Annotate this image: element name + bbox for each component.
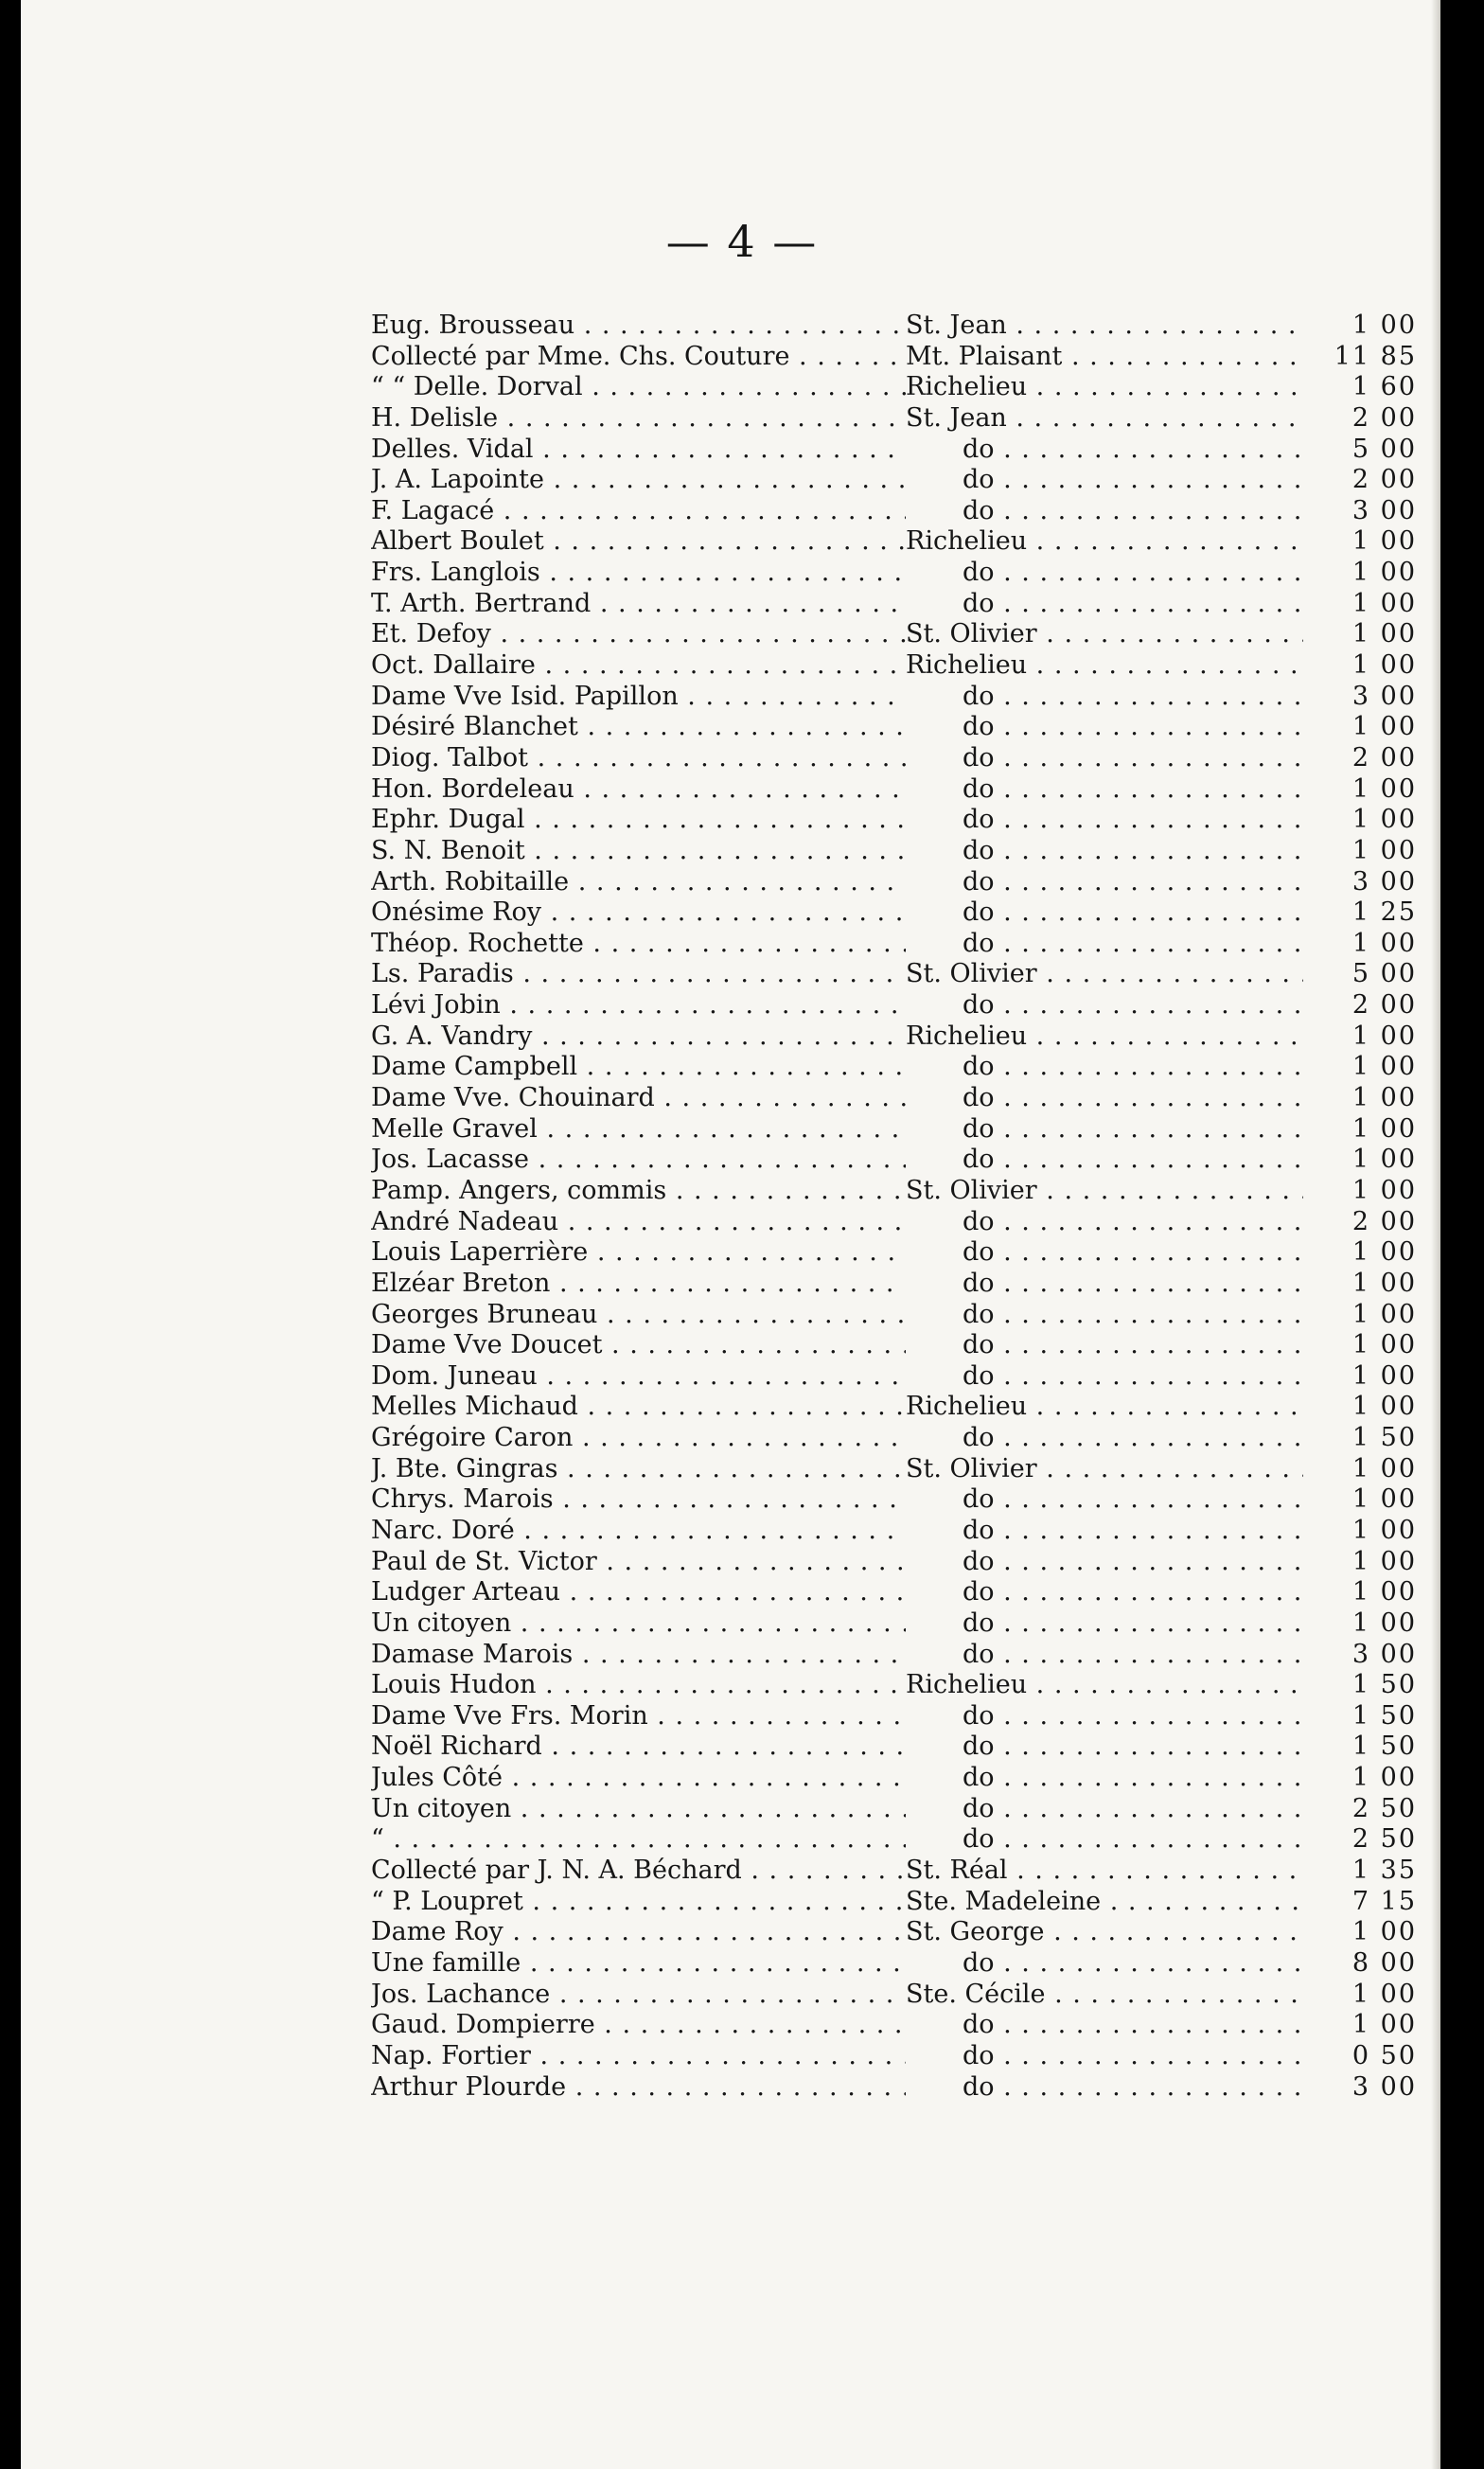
donation-amount: 1 00	[1352, 1052, 1417, 1082]
donor-parish: do . . .	[906, 1516, 1303, 1546]
list-item	[371, 650, 1450, 682]
donation-amount: 1 00	[1352, 928, 1417, 958]
donor-name: Dame Vve Frs. Morin . . .	[371, 1701, 906, 1732]
list-item	[371, 1917, 1450, 1948]
donor-parish: Richelieu . . .	[906, 1021, 1303, 1052]
donor-parish: Ste. Cécile . . .	[906, 1980, 1303, 2010]
donor-parish: do . . .	[906, 1330, 1303, 1360]
list-item	[371, 589, 1450, 620]
donor-parish: do . . .	[906, 743, 1303, 773]
donor-name: Eug. Brousseau . . .	[371, 311, 906, 341]
list-item	[371, 403, 1450, 435]
donation-amount: 11 85	[1334, 341, 1417, 371]
donation-amount: 1 00	[1352, 1577, 1417, 1608]
donor-name: Melles Michaud . . .	[371, 1392, 906, 1422]
donor-name: Delles. Vidal . . .	[371, 435, 906, 465]
donor-name: S. N. Benoit . . .	[371, 836, 906, 866]
list-item	[371, 1577, 1450, 1608]
donor-parish: do . . .	[906, 558, 1303, 588]
donor-name: Ludger Arteau . . .	[371, 1577, 906, 1608]
donor-parish: do . . .	[906, 1207, 1303, 1237]
donor-parish: do . . .	[906, 1547, 1303, 1577]
list-item	[371, 435, 1450, 466]
list-item	[371, 1361, 1450, 1393]
donor-name: Dame Vve. Chouinard . . .	[371, 1083, 906, 1113]
donor-name: “ . . .	[371, 1824, 906, 1855]
donor-name: Louis Hudon . . .	[371, 1670, 906, 1700]
donor-name: Arth. Robitaille . . .	[371, 867, 906, 897]
donor-name: Nap. Fortier . . .	[371, 2041, 906, 2071]
donor-name: J. A. Lapointe . . .	[371, 465, 906, 495]
donation-amount: 1 00	[1352, 1453, 1417, 1483]
donor-name: Grégoire Caron . . .	[371, 1423, 906, 1453]
donor-parish: do . . .	[906, 1484, 1303, 1515]
list-item	[371, 1237, 1450, 1269]
donation-amount: 1 00	[1352, 1917, 1417, 1947]
donation-amount: 0 50	[1352, 2040, 1417, 2070]
list-item	[371, 897, 1450, 929]
list-item	[371, 496, 1450, 527]
list-item	[371, 1763, 1450, 1794]
list-item	[371, 1114, 1450, 1146]
list-item	[371, 1794, 1450, 1825]
donor-parish: do . . .	[906, 1640, 1303, 1670]
list-item	[371, 1300, 1450, 1331]
donor-parish: do . . .	[906, 1794, 1303, 1824]
donor-name: Albert Boulet . . .	[371, 526, 906, 557]
list-item	[371, 959, 1450, 990]
donation-amount: 1 00	[1352, 1145, 1417, 1175]
donor-name: “ “ Delle. Dorval . . .	[371, 372, 906, 402]
donor-name: Dame Vve Isid. Papillon . . .	[371, 682, 906, 712]
page-number: — 4 —	[665, 216, 819, 267]
donation-amount: 1 00	[1352, 1299, 1417, 1329]
list-item	[371, 2010, 1450, 2041]
list-item	[371, 1670, 1450, 1701]
donor-name: Théop. Rochette . . .	[371, 929, 906, 959]
donation-amount: 1 00	[1352, 1979, 1417, 2009]
donation-listing	[371, 311, 1450, 2103]
donation-amount: 2 50	[1352, 1824, 1417, 1855]
donor-name: H. Delisle . . .	[371, 403, 906, 434]
donation-amount: 1 00	[1352, 2010, 1417, 2040]
donation-amount: 7 15	[1352, 1886, 1417, 1916]
donor-parish: Richelieu . . .	[906, 650, 1303, 681]
donor-parish: do . . .	[906, 496, 1303, 526]
donation-amount: 1 00	[1352, 1484, 1417, 1515]
donation-amount: 1 00	[1352, 1175, 1417, 1205]
donor-parish: Richelieu . . .	[906, 1392, 1303, 1422]
donor-name: André Nadeau . . .	[371, 1207, 906, 1237]
donor-name: Chrys. Marois . . .	[371, 1484, 906, 1515]
list-item	[371, 1176, 1450, 1207]
donor-name: Melle Gravel . . .	[371, 1114, 906, 1145]
list-item	[371, 1021, 1450, 1053]
donor-parish: do . . .	[906, 929, 1303, 959]
donor-parish: St. Olivier . . .	[906, 959, 1303, 989]
donor-parish: do . . .	[906, 682, 1303, 712]
donation-amount: 2 00	[1352, 402, 1417, 433]
donor-parish: do . . .	[906, 805, 1303, 835]
donor-name: F. Lagacé . . .	[371, 496, 906, 526]
donor-parish: do . . .	[906, 1577, 1303, 1608]
list-item	[371, 372, 1450, 403]
list-item	[371, 1887, 1450, 1918]
donor-parish: St. George . . .	[906, 1917, 1303, 1947]
donation-amount: 2 00	[1352, 742, 1417, 773]
donation-amount: 3 00	[1352, 866, 1417, 897]
donor-parish: Richelieu . . .	[906, 1670, 1303, 1700]
donor-name: Collecté par J. N. A. Béchard . . .	[371, 1856, 906, 1886]
list-item	[371, 1948, 1450, 1980]
list-item	[371, 1052, 1450, 1083]
donor-parish: do . . .	[906, 867, 1303, 897]
list-item	[371, 682, 1450, 713]
donation-amount: 3 00	[1352, 681, 1417, 711]
donor-parish: Mt. Plaisant . . .	[906, 342, 1303, 372]
donor-name: Georges Bruneau . . .	[371, 1300, 906, 1330]
list-item	[371, 558, 1450, 589]
list-item	[371, 526, 1450, 558]
list-item	[371, 465, 1450, 496]
list-item	[371, 867, 1450, 898]
donation-amount: 5 00	[1352, 959, 1417, 989]
donation-amount: 3 00	[1352, 2071, 1417, 2102]
donation-amount: 8 00	[1352, 1947, 1417, 1978]
donor-name: J. Bte. Gingras . . .	[371, 1454, 906, 1484]
donation-amount: 2 50	[1352, 1793, 1417, 1823]
donor-name: Un citoyen . . .	[371, 1794, 906, 1824]
donation-amount: 1 50	[1352, 1732, 1417, 1762]
list-item	[371, 712, 1450, 743]
list-item	[371, 1608, 1450, 1640]
donor-name: Une famille . . .	[371, 1948, 906, 1979]
donation-amount: 2 00	[1352, 465, 1417, 495]
donation-amount: 1 00	[1352, 1763, 1417, 1793]
list-item	[371, 311, 1450, 342]
donation-amount: 1 00	[1352, 311, 1417, 340]
list-item	[371, 1269, 1450, 1300]
list-item	[371, 619, 1450, 650]
donation-amount: 3 00	[1352, 1639, 1417, 1669]
donation-amount: 3 00	[1352, 495, 1417, 525]
list-item	[371, 1732, 1450, 1763]
donor-name: Hon. Bordeleau . . .	[371, 774, 906, 805]
donation-amount: 1 00	[1352, 619, 1417, 649]
donor-parish: do . . .	[906, 1361, 1303, 1392]
donor-parish: do . . .	[906, 465, 1303, 495]
donor-parish: do . . .	[906, 589, 1303, 619]
list-item	[371, 929, 1450, 960]
donation-amount: 1 00	[1352, 650, 1417, 681]
donor-parish: do . . .	[906, 990, 1303, 1021]
donor-parish: do . . .	[906, 1145, 1303, 1175]
donor-name: Un citoyen . . .	[371, 1608, 906, 1639]
donor-parish: do . . .	[906, 774, 1303, 805]
donor-parish: do . . .	[906, 1608, 1303, 1639]
donor-name: Arthur Plourde . . .	[371, 2072, 906, 2103]
donor-name: Elzéar Breton . . .	[371, 1269, 906, 1299]
donation-amount: 1 00	[1352, 526, 1417, 557]
donor-parish: St. Olivier . . .	[906, 619, 1303, 649]
donation-amount: 1 00	[1352, 1546, 1417, 1576]
donor-name: Gaud. Dompierre . . .	[371, 2010, 906, 2040]
donor-name: T. Arth. Bertrand . . .	[371, 589, 906, 619]
list-item	[371, 1484, 1450, 1516]
donor-parish: do . . .	[906, 1824, 1303, 1855]
donor-name: Ls. Paradis . . .	[371, 959, 906, 989]
donor-parish: do . . .	[906, 1083, 1303, 1113]
list-item	[371, 1330, 1450, 1361]
list-item	[371, 1423, 1450, 1454]
list-item	[371, 2041, 1450, 2072]
donation-amount: 5 00	[1352, 434, 1417, 464]
donor-parish: St. Jean . . .	[906, 311, 1303, 341]
donation-amount: 1 00	[1352, 1083, 1417, 1113]
donation-amount: 2 00	[1352, 990, 1417, 1021]
donor-name: “ P. Loupret . . .	[371, 1887, 906, 1917]
donor-name: Oct. Dallaire . . .	[371, 650, 906, 681]
list-item	[371, 2072, 1450, 2104]
donor-name: Jos. Lacasse . . .	[371, 1145, 906, 1175]
donation-amount: 1 00	[1352, 558, 1417, 588]
donor-name: Damase Marois . . .	[371, 1640, 906, 1670]
donation-amount: 1 00	[1352, 1113, 1417, 1144]
list-item	[371, 1547, 1450, 1578]
donor-name: Paul de St. Victor . . .	[371, 1547, 906, 1577]
list-item	[371, 1145, 1450, 1176]
list-item	[371, 1083, 1450, 1114]
list-item	[371, 1701, 1450, 1732]
list-item	[371, 1824, 1450, 1856]
donor-parish: Richelieu . . .	[906, 526, 1303, 557]
donor-name: Dame Roy . . .	[371, 1917, 906, 1947]
donor-name: Jos. Lachance . . .	[371, 1980, 906, 2010]
list-item	[371, 774, 1450, 806]
donor-parish: do . . .	[906, 1732, 1303, 1762]
list-item	[371, 1980, 1450, 2011]
donor-name: Narc. Doré . . .	[371, 1516, 906, 1546]
donation-amount: 1 00	[1352, 835, 1417, 865]
donation-amount: 1 00	[1352, 773, 1417, 804]
donation-amount: 2 00	[1352, 1206, 1417, 1236]
list-item	[371, 805, 1450, 836]
donation-amount: 1 50	[1352, 1670, 1417, 1700]
donation-amount: 1 00	[1352, 1360, 1417, 1391]
donor-parish: do . . .	[906, 2072, 1303, 2103]
donor-parish: do . . .	[906, 1052, 1303, 1082]
list-item	[371, 990, 1450, 1021]
donation-amount: 1 60	[1352, 372, 1417, 402]
donor-parish: do . . .	[906, 1300, 1303, 1330]
donation-amount: 1 00	[1352, 1515, 1417, 1545]
donation-amount: 1 00	[1352, 588, 1417, 618]
donation-amount: 1 25	[1352, 897, 1417, 928]
donation-amount: 1 50	[1352, 1423, 1417, 1453]
donor-name: Jules Côté . . .	[371, 1763, 906, 1793]
donor-parish: do . . .	[906, 1948, 1303, 1979]
donor-parish: do . . .	[906, 712, 1303, 742]
donor-parish: do . . .	[906, 2010, 1303, 2040]
donation-amount: 1 50	[1352, 1700, 1417, 1731]
donor-parish: Richelieu . . .	[906, 372, 1303, 402]
donor-name: Désiré Blanchet . . .	[371, 712, 906, 742]
list-item	[371, 1392, 1450, 1423]
donation-amount: 1 00	[1352, 1021, 1417, 1051]
list-item	[371, 1207, 1450, 1238]
donor-parish: St. Réal . . .	[906, 1856, 1303, 1886]
donation-amount: 1 00	[1352, 1268, 1417, 1298]
donor-parish: St. Olivier . . .	[906, 1176, 1303, 1206]
donor-name: Dame Campbell . . .	[371, 1052, 906, 1082]
donation-amount: 1 00	[1352, 805, 1417, 835]
list-item	[371, 1640, 1450, 1671]
donation-amount: 1 00	[1352, 1237, 1417, 1268]
donor-parish: do . . .	[906, 1423, 1303, 1453]
donor-parish: do . . .	[906, 1114, 1303, 1145]
donor-name: Diog. Talbot . . .	[371, 743, 906, 773]
donation-amount: 1 00	[1352, 1392, 1417, 1422]
donation-amount: 1 00	[1352, 1608, 1417, 1638]
donor-name: Noël Richard . . .	[371, 1732, 906, 1762]
donor-parish: St. Jean . . .	[906, 403, 1303, 434]
donor-name: Pamp. Angers, commis . . .	[371, 1176, 906, 1206]
donor-parish: do . . .	[906, 836, 1303, 866]
donor-name: G. A. Vandry . . .	[371, 1021, 906, 1052]
donor-parish: do . . .	[906, 897, 1303, 928]
donor-parish: do . . .	[906, 1237, 1303, 1268]
donor-parish: Ste. Madeleine . . .	[906, 1887, 1303, 1917]
list-item	[371, 743, 1450, 774]
donor-name: Frs. Langlois . . .	[371, 558, 906, 588]
donation-amount: 1 35	[1352, 1856, 1417, 1886]
donor-name: Dame Vve Doucet . . .	[371, 1330, 906, 1360]
donor-parish: do . . .	[906, 2041, 1303, 2071]
donor-name: Louis Laperrière . . .	[371, 1237, 906, 1268]
list-item	[371, 1856, 1450, 1887]
list-item	[371, 1516, 1450, 1547]
donor-name: Collecté par Mme. Chs. Couture . . .	[371, 342, 906, 372]
donation-amount: 1 00	[1352, 1330, 1417, 1360]
donor-name: Ephr. Dugal . . .	[371, 805, 906, 835]
donor-name: Dom. Juneau . . .	[371, 1361, 906, 1392]
donor-parish: do . . .	[906, 435, 1303, 465]
donor-name: Lévi Jobin . . .	[371, 990, 906, 1021]
donation-amount: 1 00	[1352, 712, 1417, 742]
donor-name: Et. Defoy . . .	[371, 619, 906, 649]
list-item	[371, 836, 1450, 867]
list-item	[371, 1454, 1450, 1485]
donor-name: Onésime Roy . . .	[371, 897, 906, 928]
donor-parish: do . . .	[906, 1269, 1303, 1299]
list-item	[371, 342, 1450, 373]
donor-parish: do . . .	[906, 1763, 1303, 1793]
donor-parish: do . . .	[906, 1701, 1303, 1732]
donor-parish: St. Olivier . . .	[906, 1454, 1303, 1484]
